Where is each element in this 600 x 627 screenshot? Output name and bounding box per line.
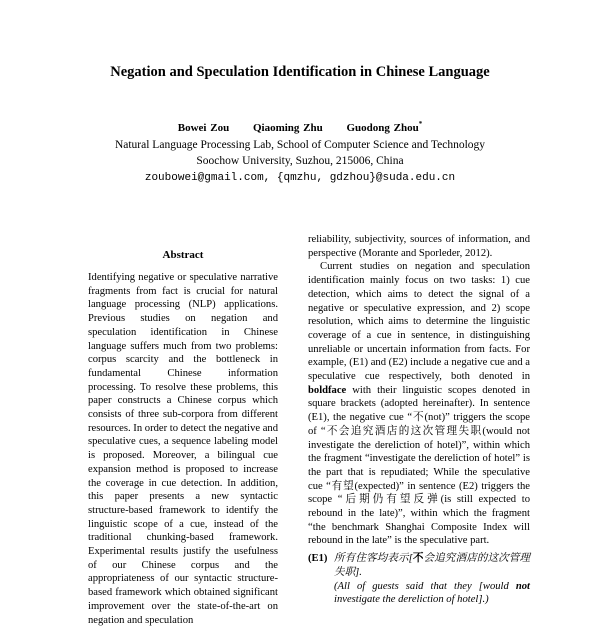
author-emails: zoubowei@gmail.com, {qmzhu, gdzhou}@suda.edu.cn (144, 172, 456, 184)
abstract-column (88, 271, 278, 627)
affiliation-line-1: Natural Language Processing Lab, School of Computer Science and Technology (114, 139, 486, 151)
example-e1 (308, 552, 530, 607)
boldface-term: boldface (308, 384, 347, 396)
negation-cue-en: not (515, 580, 530, 592)
abstract-text: Identifying negative or speculative narrative fragments from fact is crucial for natural language processing (NLP) applications. Previous studies on negation and speculation identification in Chinese language suffers much from two problems: corpus scarcity and the bottleneck in fundamental Chinese information processing. To resolve these problems, this paper constructs a Chinese corpus which consists of three sub-corpora from different resources. In order to detect the negative and speculative cues, a sequence labeling model is proposed. Moreover, a bilingual cue expansion method is proposed to increase the coverage in cue detection. In addition, this paper presents a new syntactic structure-based framework to identify the linguistic scope of a cue, instead of the traditional chunking-based framework. Experimental results justify the usefulness of our Chinese corpus and the appropriateness of our syntactic structure-based framework which obtained significant improvement over the state-of-the-art on negation and speculation (88, 272, 279, 626)
intro-continuation: reliability, subjectivity, sources of information, and perspective (Morante and Sporleder, 2012). (308, 234, 530, 259)
intro-paragraph: Current studies on negation and speculation identification mainly focus on two tasks: 1) cue detection, which aims to detect the signal of a negative or speculative expression, and 2) scope resolution, which aims to determine the linguistic coverage of a cue in sentence, in distinguishing unreliable or uncertain information from facts. For example, (E1) and (E2) include a negative cue and a speculative cue respectively, both denoted in boldface with their linguistic scopes denoted in square brackets (adopted hereinafter). In sentence (E1), the negative cue “不(not)” triggers the scope of “不会追究酒店的这次管理失职(would not investigate the dereliction of hotel)”, within which the fragment “investigate the dereliction of hotel” is the part that is repudiated; While the speculative cue “有望(expected)” in sentence (E2) triggers the scope “后期仍有望反弹(is still expected to rebound in the late)”, within which the fragment “the benchmark Shanghai Composite Index will rebound in the late” is the speculative part. (308, 261, 530, 547)
author-name: Bowei Zou (177, 121, 230, 134)
author-list (0, 120, 600, 134)
abstract-heading: Abstract (162, 249, 204, 261)
example-english: (All of guests said that they [would not investigate the dereliction of hotel].) (334, 580, 530, 606)
paper-title: Negation and Speculation Identification in Chinese Language (110, 64, 490, 80)
negation-cue: 不 (412, 553, 424, 565)
example-label: (E1) (308, 553, 328, 565)
author-name: Qiaoming Zhu (252, 121, 323, 134)
introduction-column (308, 233, 530, 607)
author-name: Guodong Zhou* (346, 120, 423, 134)
example-chinese: 所有住客均表示[不会追究酒店的这次管理失职]. (334, 553, 531, 578)
affiliation-line-2: Soochow University, Suzhou, 215006, China (196, 155, 404, 167)
author-mark: * (418, 120, 423, 128)
